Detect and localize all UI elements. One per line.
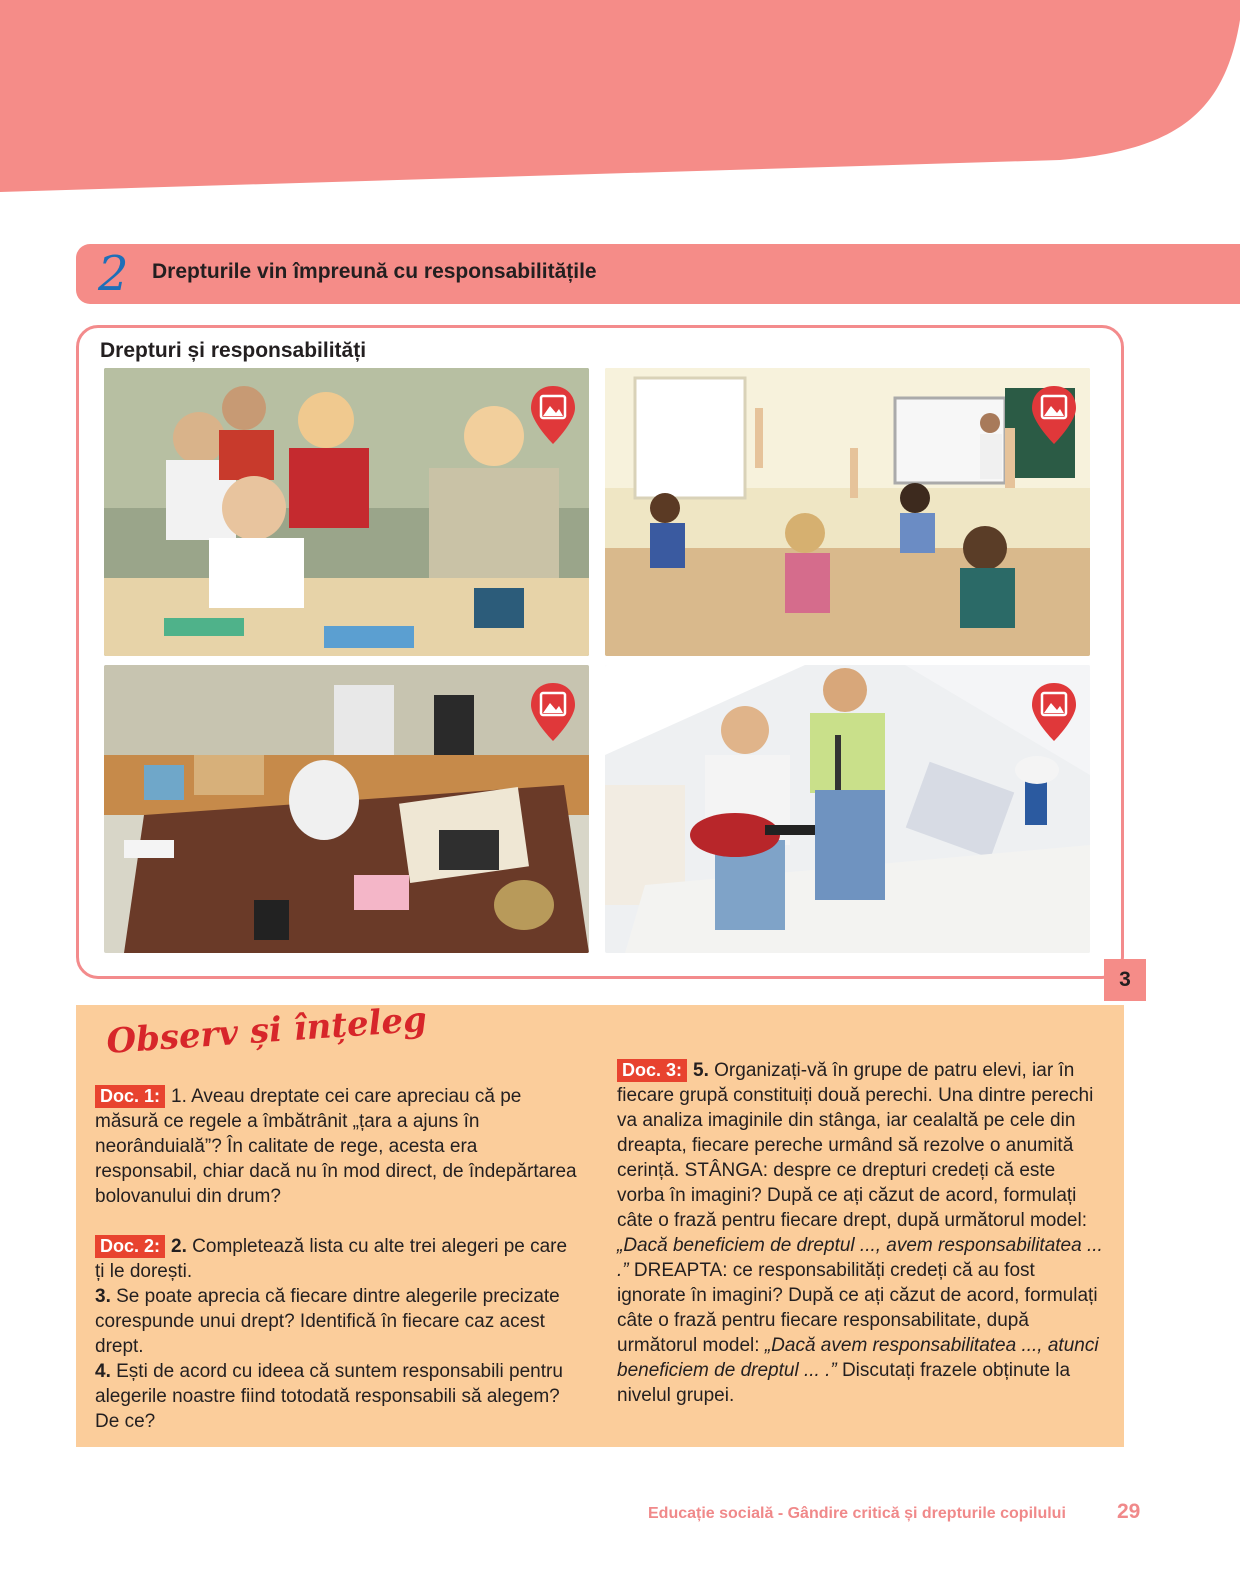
activity-right-column [617,1058,1107,1408]
image-pin-icon [1030,384,1078,446]
q4-paragraph [95,1359,580,1434]
image-pin-icon [529,384,577,446]
q5-number: 5. [693,1060,709,1081]
photo-children-writing [104,368,589,656]
doc2-paragraph [95,1234,580,1284]
q5-text-a: Organizați-vă în grupe de patru elevi, iar în fiecare grupă constituiți două perechi. Una dintre perechi va analiza imaginile din stânga, iar cealaltă pe cele din dreapta, fiecare pereche urmând să rezolve o anumită cerință. STÂNGA: despre ce drepturi credeți că este vorba în imagini? După ce ați căzut de acord, formulați câte o frază pentru fiecare drept, după următorul model: [617,1060,1094,1231]
q4-number: 4. [95,1361,111,1382]
doc3-label: Doc. 3: [617,1059,687,1082]
q4-text: Ești de acord cu ideea că suntem responsabili pentru alegerile noastre fiind totodată responsabili să alegem? De ce? [95,1361,563,1432]
q5-model-b: „Dacă avem responsabilitatea ..., atunci beneficiem de dreptul ... .” [617,1335,1099,1381]
doc-number-badge: 3 [1104,959,1146,1001]
q3-number: 3. [95,1286,111,1307]
activity-left-column [95,1084,580,1434]
page-number: 29 [1117,1500,1141,1523]
doc1-question: 1. Aveau dreptate cei care apreciau că pe măsură ce regele a îmbătrânit „țara a ajuns în neorânduială”? În calitate de rege, acesta era responsabil, chiar dacă nu în mod direct, de îndepărtarea bolovanului din drum? [95,1086,577,1207]
image-pin-icon [529,681,577,743]
photo-boys-jumping-on-bed [605,665,1090,953]
doc3-paragraph [617,1058,1107,1408]
doc1-paragraph [95,1084,580,1209]
q5-text-c: Discutați frazele obținute la nivelul grupei. [617,1360,1071,1406]
activity-heading: Observ și înțeleg [105,999,429,1062]
q5-text-b: DREAPTA: ce responsabilități credeți că au fost ignorate în imagini? După ce ați căzut de acord, formulați câte o frază pentru fiecare responsabilitate, după următorul model: [617,1260,1098,1356]
gallery-title: Drepturi și responsabilități [100,339,367,362]
doc2-label: Doc. 2: [95,1235,165,1258]
section-title: Drepturile vin împreună cu responsabilitățile [152,260,597,283]
doc1-label: Doc. 1: [95,1085,165,1108]
section-number: 2 [98,246,129,302]
q3-paragraph [95,1284,580,1359]
section-header [76,244,1240,304]
photo-classroom-hands-raised [605,368,1090,656]
top-decorative-band [0,0,1240,192]
photo-messy-room [104,665,589,953]
image-pin-icon [1030,681,1078,743]
q2-text: Completează lista cu alte trei alegeri pe care ți le dorești. [95,1236,568,1282]
footer-book-title: Educație socială - Gândire critică și drepturile copilului [648,1505,1066,1522]
q3-text: Se poate aprecia că fiecare dintre alegerile precizate corespunde unui drept? Identifică în fiecare caz acest drept. [95,1286,560,1357]
q2-number: 2. [171,1236,187,1257]
q5-model-a: „Dacă beneficiem de dreptul ..., avem responsabilitatea ... .” [617,1235,1103,1281]
